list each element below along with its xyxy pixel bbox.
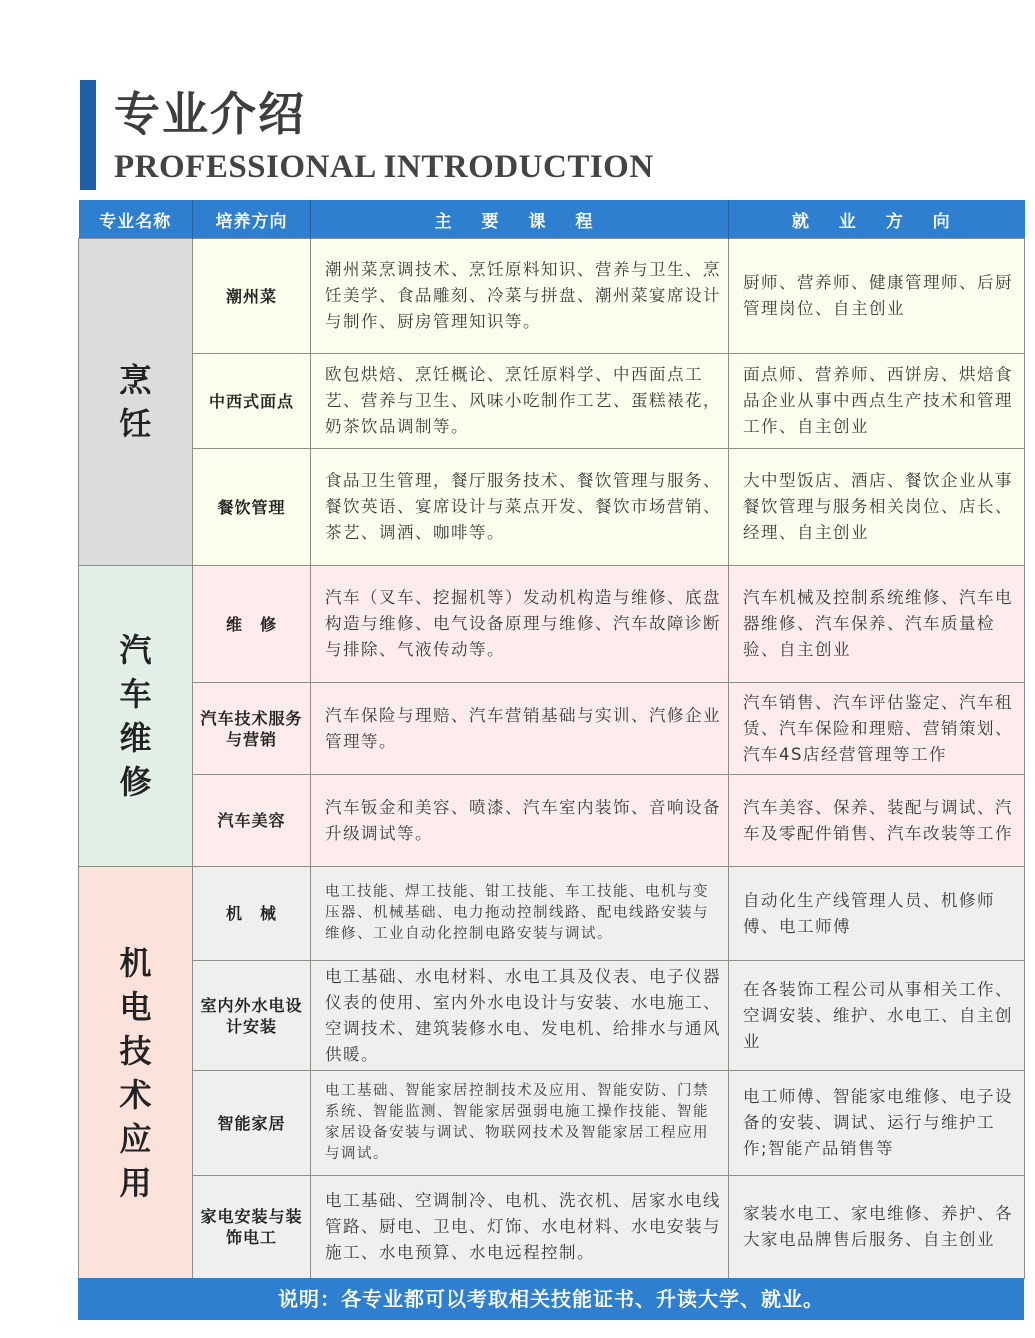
direction-cell: 餐饮管理 <box>193 449 311 566</box>
table-row <box>79 239 1025 354</box>
table-header-row <box>79 200 1025 239</box>
courses-cell: 潮州菜烹调技术、烹饪原料知识、营养与卫生、烹饪美学、食品雕刻、冷菜与拼盘、潮州菜宴席设计与制作、厨房管理知识等。 <box>311 239 729 354</box>
direction-cell: 智能家居 <box>193 1071 311 1176</box>
footer-note: 说明：各专业都可以考取相关技能证书、升读大学、就业。 <box>78 1278 1024 1320</box>
col-header-courses: 主 要 课 程 <box>311 200 729 239</box>
employment-cell: 厨师、营养师、健康管理师、后厨管理岗位、自主创业 <box>729 239 1025 354</box>
direction-cell: 家电安装与装饰电工 <box>193 1176 311 1279</box>
accent-bar <box>80 80 96 190</box>
table-row <box>79 867 1025 961</box>
courses-cell: 电工基础、空调制冷、电机、洗衣机、居家水电线管路、厨电、卫电、灯饰、水电材料、水电安装与施工、水电预算、水电远程控制。 <box>311 1176 729 1279</box>
direction-cell: 机 械 <box>193 867 311 961</box>
table-row <box>79 566 1025 683</box>
col-header-direction: 培养方向 <box>193 200 311 239</box>
major-cell: 烹饪 <box>79 239 193 566</box>
table-row <box>79 775 1025 867</box>
courses-cell: 汽车（叉车、挖掘机等）发动机构造与维修、底盘构造与维修、电气设备原理与维修、汽车故障诊断与排除、气液传动等。 <box>311 566 729 683</box>
direction-cell: 汽车技术服务与营销 <box>193 683 311 775</box>
courses-cell: 汽车钣金和美容、喷漆、汽车室内装饰、音响设备升级调试等。 <box>311 775 729 867</box>
page-header <box>80 80 780 190</box>
employment-cell: 面点师、营养师、西饼房、烘焙食品企业从事中西点生产技术和管理工作、自主创业 <box>729 354 1025 449</box>
col-header-major: 专业名称 <box>79 200 193 239</box>
direction-cell: 潮州菜 <box>193 239 311 354</box>
table-row <box>79 354 1025 449</box>
employment-cell: 汽车机械及控制系统维修、汽车电器维修、汽车保养、汽车质量检验、自主创业 <box>729 566 1025 683</box>
table-row <box>79 1071 1025 1176</box>
majors-table <box>78 200 1025 1279</box>
employment-cell: 电工师傅、智能家电维修、电子设备的安装、调试、运行与维护工作;智能产品销售等 <box>729 1071 1025 1176</box>
courses-cell: 电工基础、智能家居控制技术及应用、智能安防、门禁系统、智能监测、智能家居强弱电施工操作技能、智能家居设备安装与调试、物联网技术及智能家居工程应用与调试。 <box>311 1071 729 1176</box>
courses-cell: 电工基础、水电材料、水电工具及仪表、电子仪器仪表的使用、室内外水电设计与安装、水电施工、空调技术、建筑装修水电、发电机、给排水与通风供暖。 <box>311 961 729 1071</box>
page-title: 专业介绍 <box>114 87 306 141</box>
table-row <box>79 449 1025 566</box>
courses-cell: 食品卫生管理，餐厅服务技术、餐饮管理与服务、餐饮英语、宴席设计与菜点开发、餐饮市场营销、茶艺、调酒、咖啡等。 <box>311 449 729 566</box>
col-header-employment: 就 业 方 向 <box>729 200 1025 239</box>
table-row <box>79 683 1025 775</box>
page-subtitle: PROFESSIONAL INTRODUCTION <box>114 149 654 185</box>
table-row <box>79 1176 1025 1279</box>
employment-cell: 自动化生产线管理人员、机修师傅、电工师傅 <box>729 867 1025 961</box>
courses-cell: 欧包烘焙、烹饪概论、烹饪原料学、中西面点工艺、营养与卫生、风味小吃制作工艺、蛋糕裱花，奶茶饮品调制等。 <box>311 354 729 449</box>
employment-cell: 汽车销售、汽车评估鉴定、汽车租赁、汽车保险和理赔、营销策划、汽车4S店经营管理等工作 <box>729 683 1025 775</box>
direction-cell: 汽车美容 <box>193 775 311 867</box>
courses-cell: 汽车保险与理赔、汽车营销基础与实训、汽修企业管理等。 <box>311 683 729 775</box>
employment-cell: 家装水电工、家电维修、养护、各大家电品牌售后服务、自主创业 <box>729 1176 1025 1279</box>
direction-cell: 室内外水电设计安装 <box>193 961 311 1071</box>
employment-cell: 大中型饭店、酒店、餐饮企业从事餐饮管理与服务相关岗位、店长、经理、自主创业 <box>729 449 1025 566</box>
major-cell: 汽车维修 <box>79 566 193 867</box>
major-cell: 机电技术应用 <box>79 867 193 1279</box>
employment-cell: 汽车美容、保养、装配与调试、汽车及零配件销售、汽车改装等工作 <box>729 775 1025 867</box>
direction-cell: 中西式面点 <box>193 354 311 449</box>
table-row <box>79 961 1025 1071</box>
courses-cell: 电工技能、焊工技能、钳工技能、车工技能、电机与变压器、机械基础、电力拖动控制线路、配电线路安装与维修、工业自动化控制电路安装与调试。 <box>311 867 729 961</box>
direction-cell: 维 修 <box>193 566 311 683</box>
employment-cell: 在各装饰工程公司从事相关工作、空调安装、维护、水电工、自主创业 <box>729 961 1025 1071</box>
